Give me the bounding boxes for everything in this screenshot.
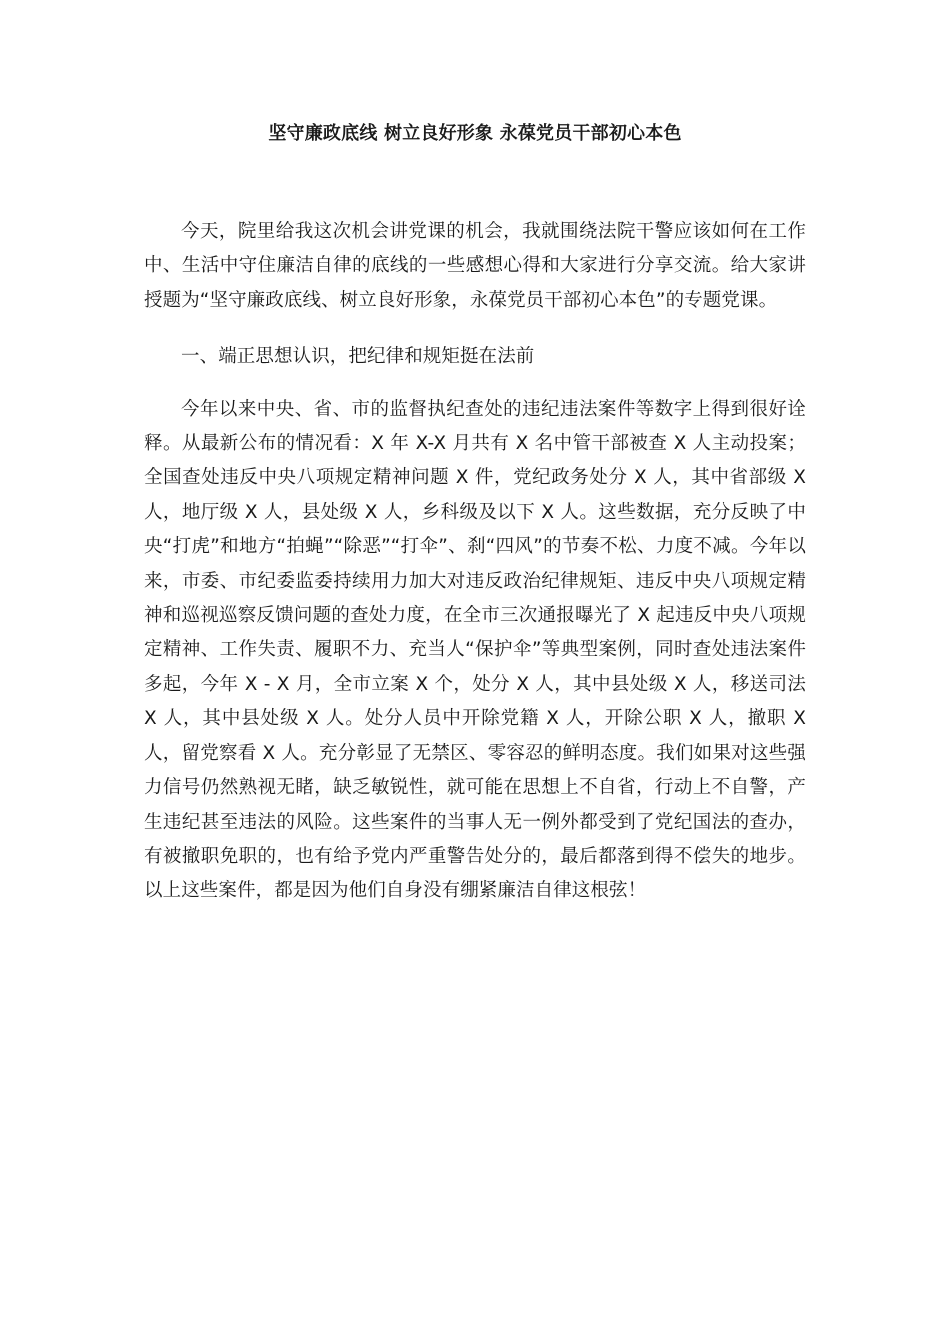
section-heading: 一、端正思想认识，把纪律和规矩挺在法前	[181, 346, 535, 368]
section-paragraph: 今年以来中央、省、市的监督执纪查处的违纪违法案件等数字上得到很好诠释。从最新公布的情况看：X 年 X-X 月共有 X 名中管干部被查 X 人主动投案；全国查处违反中央八项规定精神问题 X 件，党纪政务处分 X 人，其中省部级 X 人，地厅级 X 人，县处级 X 人，乡科级及以下 X 人。这些数据，充分反映了中央“打虎”和地方“拍蝇”“除恶”“打伞”、刹“四风”的节奏不松、力度不减。今年以来，市委、市纪委监委持续用力加大对违反政治纪律规矩、违反中央八项规定精神和巡视巡察反馈问题的查处力度，在全市三次通报曝光了 X 起违反中央八项规定精神、工作失责、履职不力、充当人“保护伞”等典型案例，同时查处违法案件多起，今年 X - X 月，全市立案 X 个，处分 X 人，其中县处级 X 人，移送司法 X 人，其中县处级 X 人。处分人员中开除党籍 X 人，开除公职 X 人，撤职 X 人，留党察看 X 人。充分彰显了无禁区、零容忍的鲜明态度。我们如果对这些强力信号仍然熟视无睹，缺乏敏锐性，就可能在思想上不自省，行动上不自警，产生违纪甚至违法的风险。这些案件的当事人无一例外都受到了党纪国法的查办，有被撤职免职的，也有给予党内严重警告处分的，最后都落到得不偿失的地步。以上这些案件，都是因为他们自身没有绷紧廉洁自律这根弦！	[144, 398, 806, 902]
intro-paragraph: 今天，院里给我这次机会讲党课的机会，我就围绕法院干警应该如何在工作中、生活中守住廉洁自律的底线的一些感想心得和大家进行分享交流。给大家讲授题为“坚守廉政底线、树立良好形象，永葆党员干部初心本色”的专题党课。	[144, 221, 806, 311]
document-body	[144, 215, 806, 909]
document-title: 坚守廉政底线 树立良好形象 永葆党员干部初心本色	[268, 123, 682, 144]
